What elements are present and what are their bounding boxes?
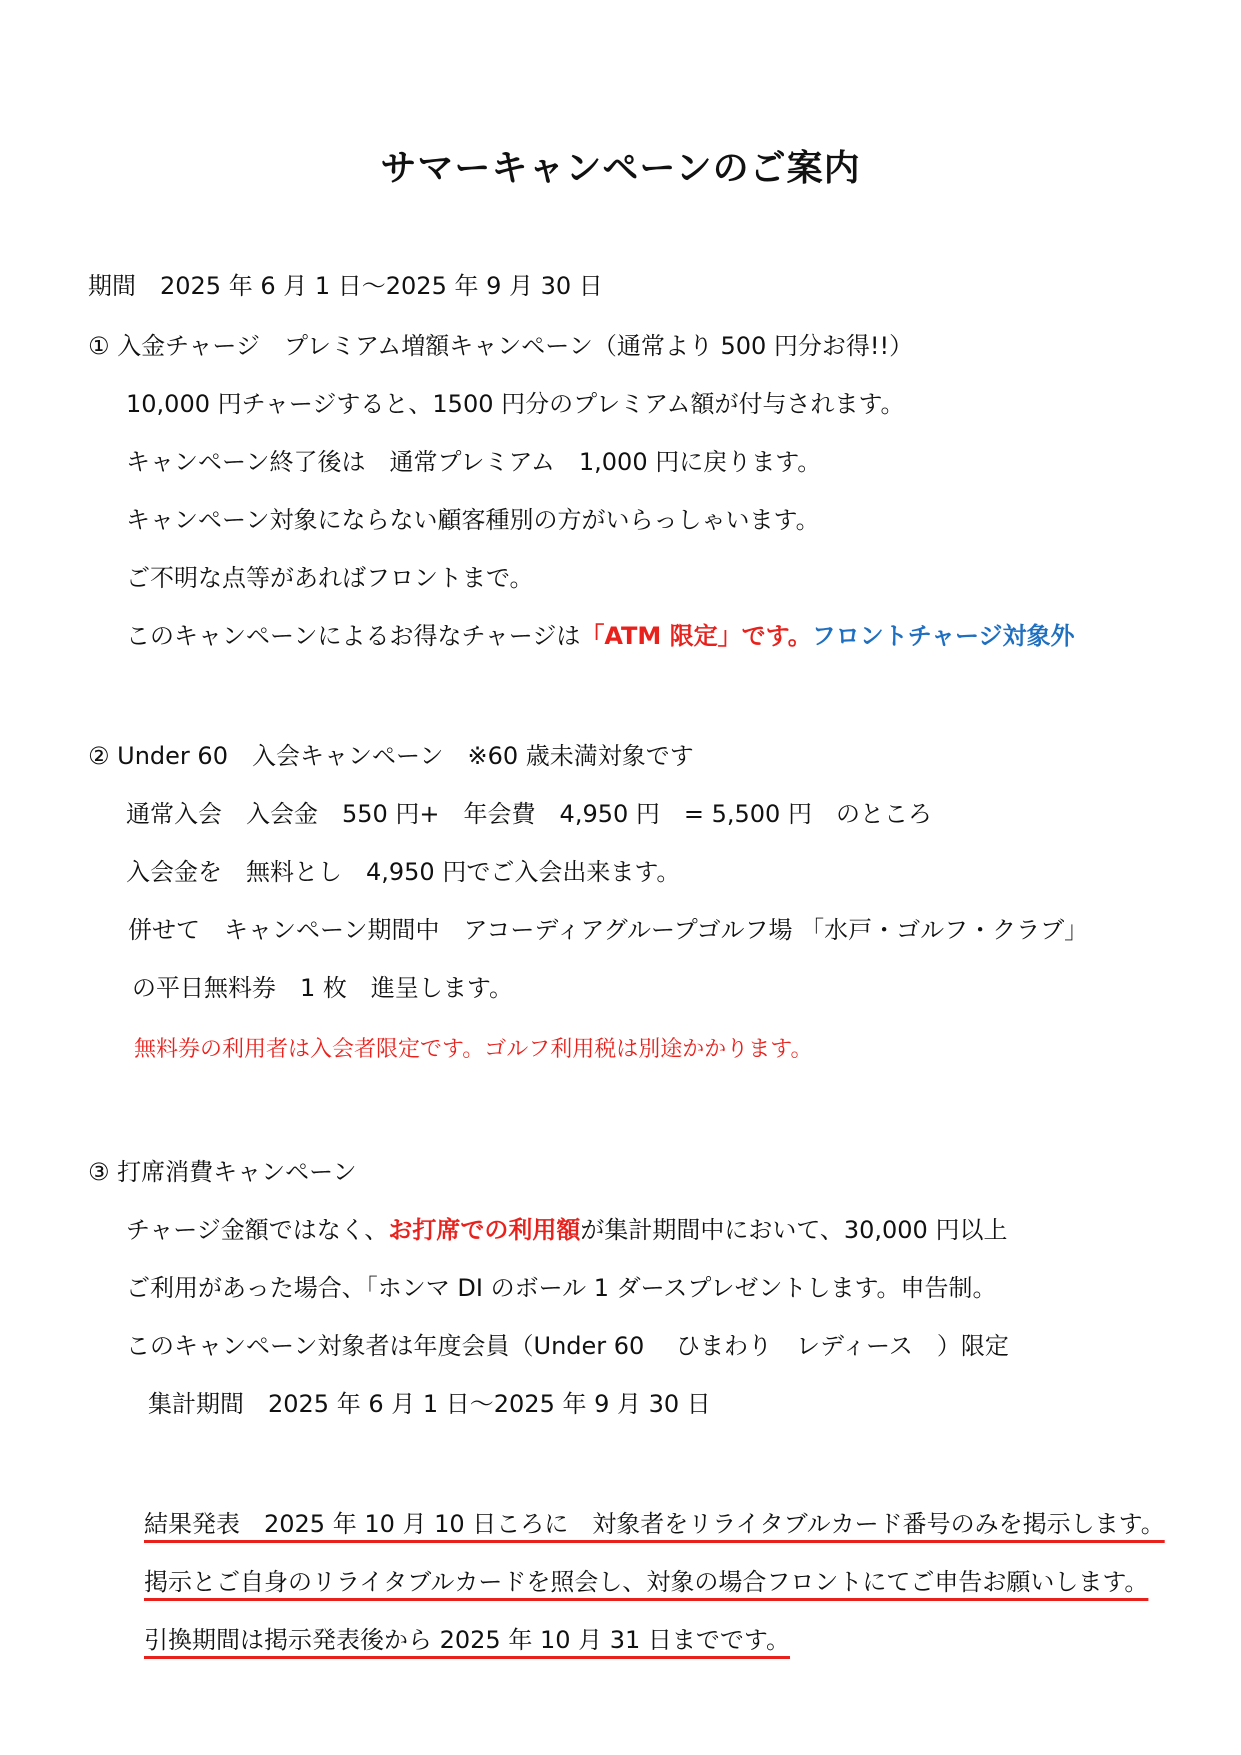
section1-line5 (126, 620, 1075, 652)
section1-heading: ① 入金チャージ プレミアム増額キャンペーン（通常より 500 円分お得!!） (88, 332, 914, 360)
section1-line1: 10,000 円チャージすると、1500 円分のプレミアム額が付与されます。 (126, 390, 905, 418)
section3-heading: ③ 打席消費キャンペーン (88, 1158, 357, 1186)
section1-line5-text: このキャンペーンによるお得なチャージは (126, 622, 581, 650)
results-exchange-period: 引換期間は掲示発表後から 2025 年 10 月 31 日までです。 (144, 1626, 791, 1654)
section2-heading: ② Under 60 入会キャンペーン ※60 歳未満対象です (88, 742, 694, 770)
atm-only-highlight: 「ATM 限定」です。 (580, 622, 812, 650)
section3-line3: このキャンペーン対象者は年度会員（Under 60 ひまわり レディース ）限定 (126, 1332, 1009, 1360)
section3-line1-post: が集計期間中において、30,000 円以上 (580, 1216, 1008, 1244)
seat-usage-highlight: お打席での利用額 (388, 1216, 581, 1244)
page-title: サマーキャンペーンのご案内 (380, 148, 861, 189)
section1-line2: キャンペーン終了後は 通常プレミアム 1,000 円に戻ります。 (126, 448, 822, 476)
front-charge-excluded-note: フロントチャージ対象外 (811, 622, 1075, 650)
section3-tally-period: 集計期間 2025 年 6 月 1 日～2025 年 9 月 30 日 (148, 1390, 711, 1418)
section1-line4: ご不明な点等があればフロントまで。 (126, 564, 534, 592)
section3-line1-pre: チャージ金額ではなく、 (126, 1216, 389, 1244)
results-claim-instructions: 掲示とご自身のリライタブルカードを照会し、対象の場合フロントにてご申告お願いします。 (144, 1568, 1149, 1596)
results-announcement: 結果発表 2025 年 10 月 10 日ころに 対象者をリライタブルカード番号のみを掲示します。 (144, 1510, 1165, 1538)
section3-line1 (126, 1214, 1007, 1246)
section3-line2: ご利用があった場合、「ホンマ DI のボール 1 ダースプレゼントします。申告制。 (126, 1274, 997, 1302)
section2-line4: の平日無料券 1 枚 進呈します。 (132, 974, 513, 1002)
section2-line2: 入会金を 無料とし 4,950 円でご入会出来ます。 (126, 858, 681, 886)
section1-line3: キャンペーン対象にならない顧客種別の方がいらっしゃいます。 (126, 506, 820, 534)
section2-line3: 併せて キャンペーン期間中 アコーディアグループゴルフ場 「水戸・ゴルフ・クラブ」 (128, 916, 1089, 944)
campaign-period: 期間 2025 年 6 月 1 日～2025 年 9 月 30 日 (88, 272, 603, 300)
section2-note: 無料券の利用者は入会者限定です。ゴルフ利用税は別途かかります。 (134, 1037, 813, 1062)
section2-line1: 通常入会 入会金 550 円+ 年会費 4,950 円 = 5,500 円 のところ (126, 800, 932, 828)
